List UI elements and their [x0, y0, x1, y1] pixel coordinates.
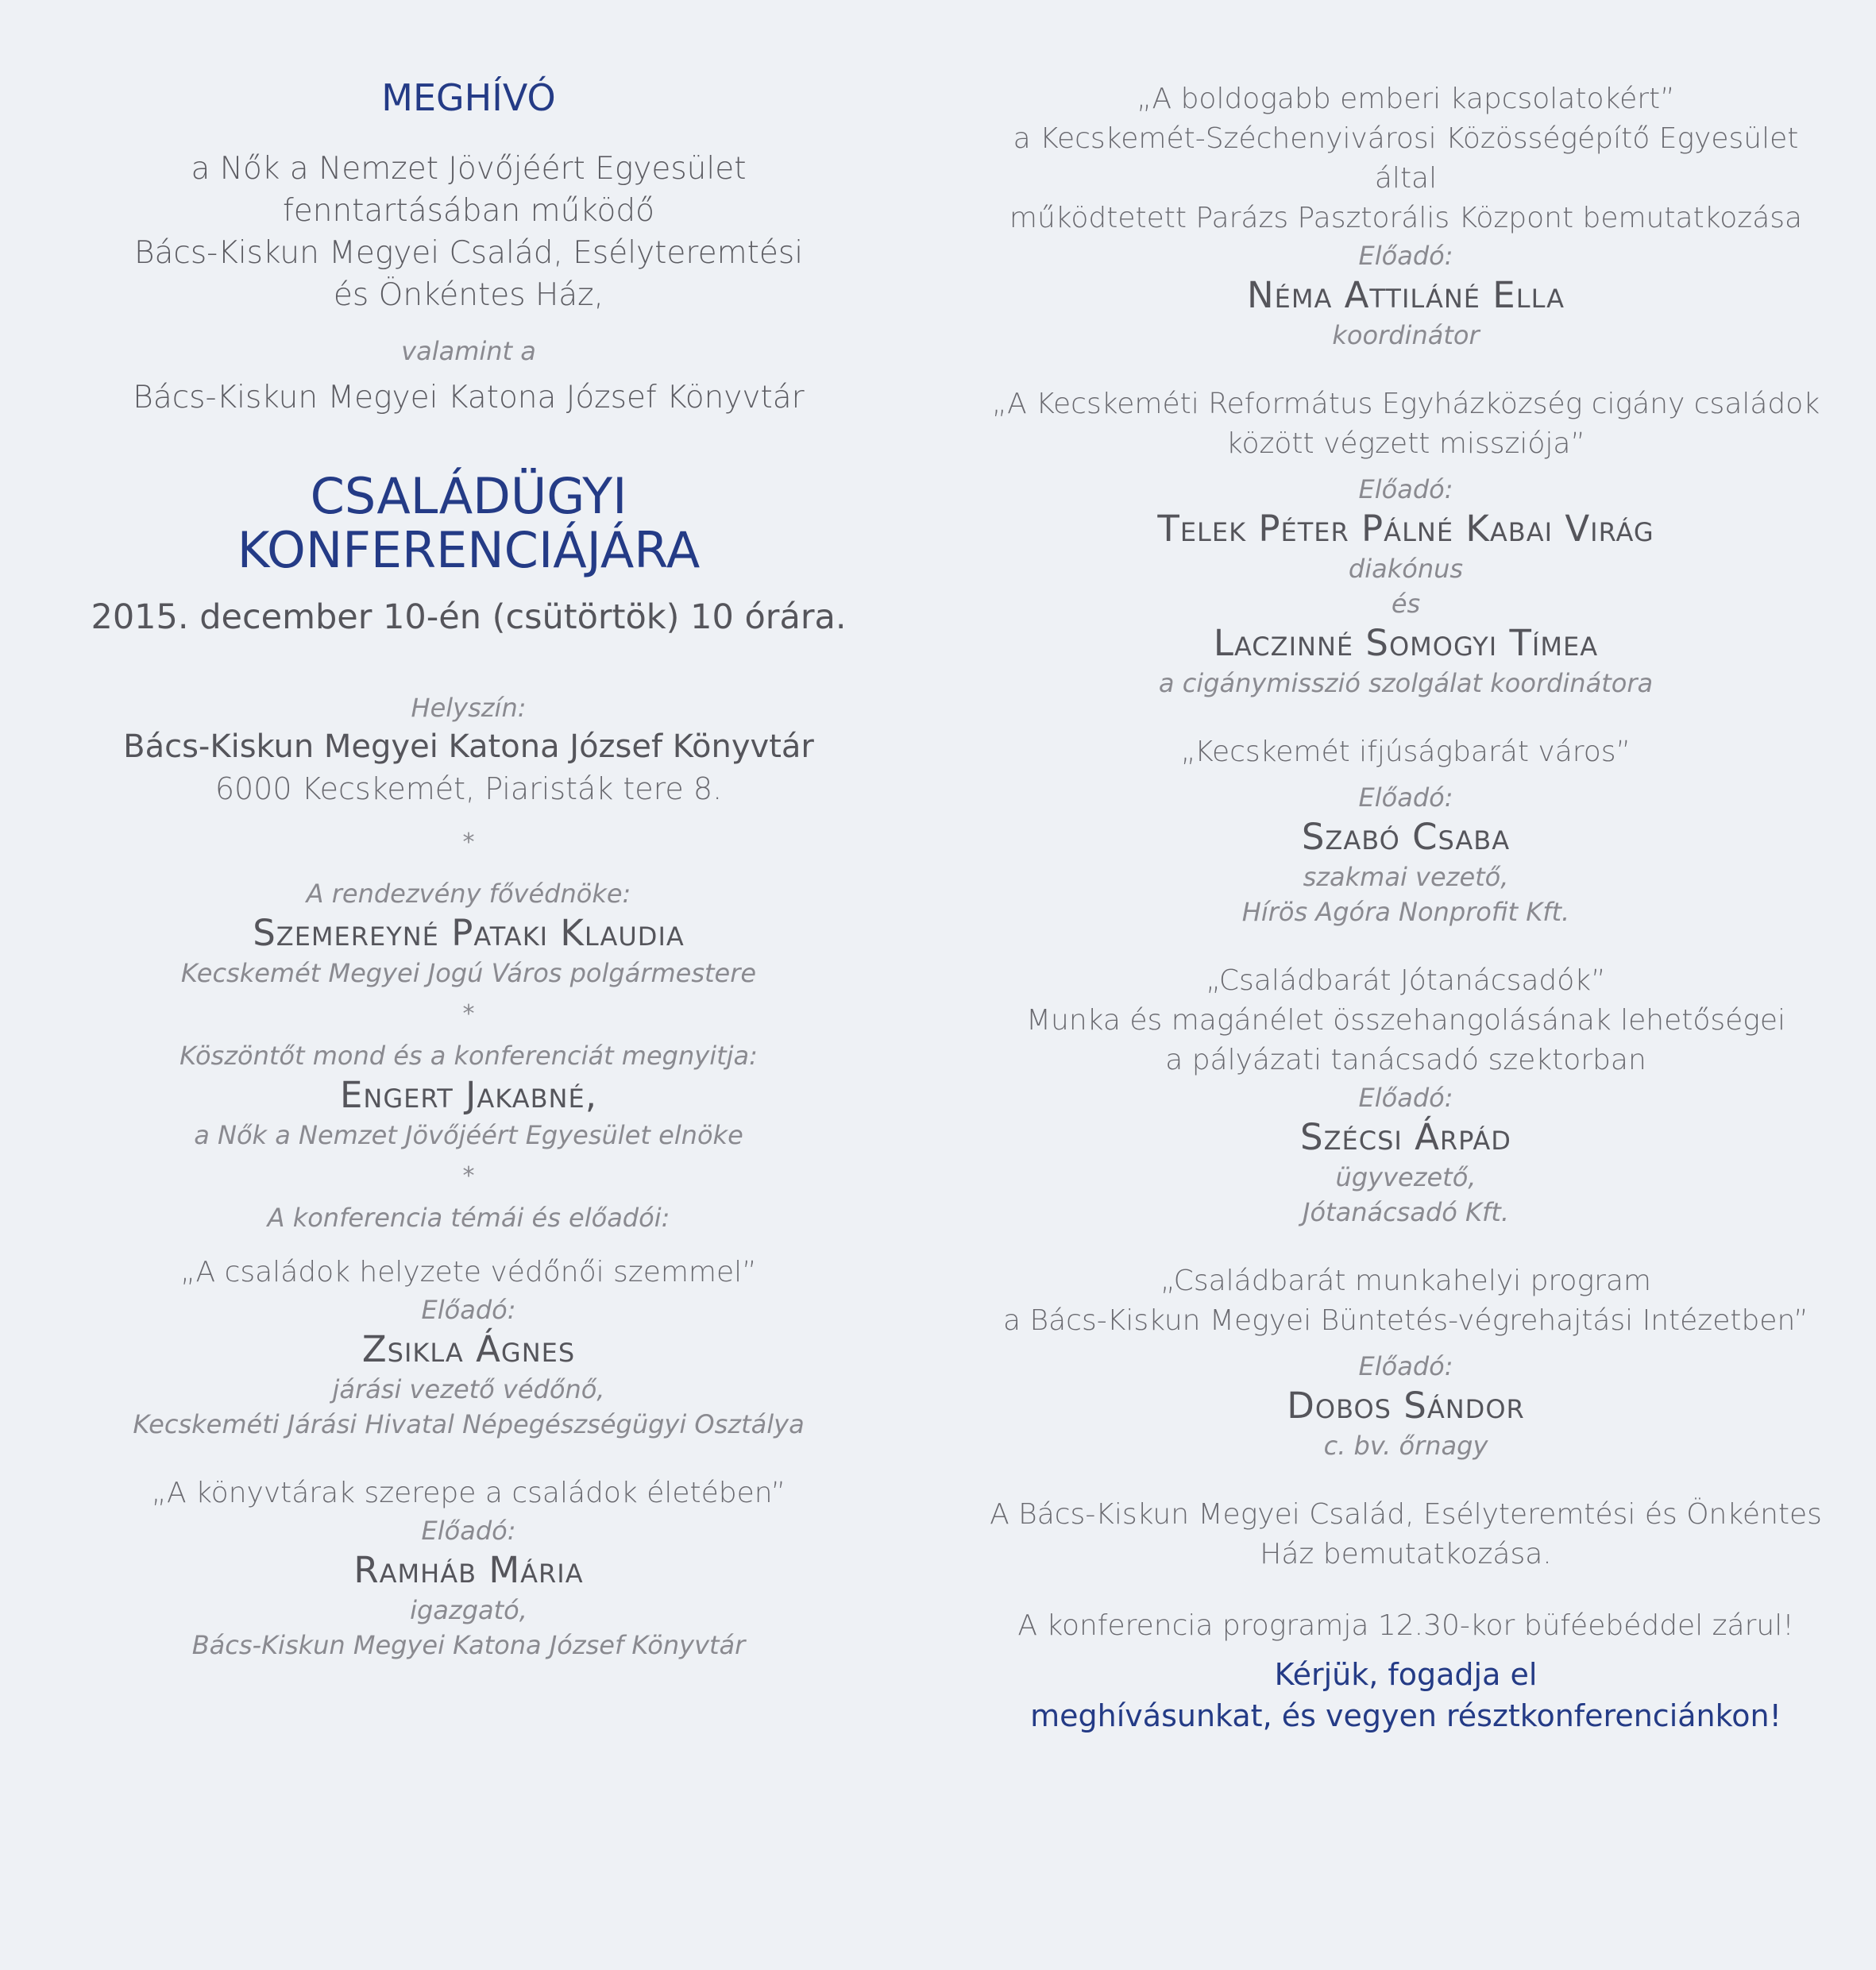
closing-line: meghívásunkat, és vegyen résztkonferenciánkon! [1030, 1698, 1781, 1733]
presenter-label: Előadó: [1358, 1083, 1453, 1113]
organizer-intro [64, 148, 874, 316]
presenter-label: Előadó: [1358, 782, 1453, 813]
house-line: A Bács-Kiskun Megyei Család, Esélyteremtési és Önkéntes [990, 1498, 1822, 1531]
presenter-role: járási vezető védőnő, [332, 1374, 605, 1404]
house-presentation [985, 1495, 1827, 1574]
opening-role: a Nők a Nemzet Jövőjéért Egyesület elnöke [194, 1120, 743, 1150]
presenter-label: Előadó: [1358, 241, 1453, 271]
talk-topic: a Kecskemét-Széchenyivárosi Közösségépítő Egyesület által [1013, 122, 1799, 195]
presenter-label: Előadó: [421, 1295, 516, 1325]
invitation-heading: MEGHÍVÓ [381, 76, 556, 119]
talk-topic: „A boldogabb emberi kapcsolatokért” [1137, 83, 1675, 115]
opening-label: Köszöntőt mond és a konferenciát megnyitja: [179, 1041, 758, 1071]
presenter-name: Laczinné Somogyi Tímea [1213, 622, 1599, 664]
program-end-note: A konferencia programja 12.30-kor büféebéddel zárul! [1017, 1609, 1794, 1642]
presenter-role: szakmai vezető, [1303, 862, 1509, 892]
talk-topic: „A családok helyzete védőnői szemmel” [180, 1256, 757, 1288]
venue-address: 6000 Kecskemét, Piaristák tere 8. [214, 771, 723, 806]
valamint-label: valamint a [401, 336, 536, 366]
patron-name: Szemereyné Pataki Klaudia [253, 912, 685, 954]
closing-line: Kérjük, fogadja el [1274, 1657, 1538, 1692]
talk-topic: „A Kecskeméti Református Egyházközség cigány családok [991, 388, 1820, 420]
closing-message [985, 1654, 1827, 1736]
opening-name: Engert Jakabné, [339, 1074, 598, 1116]
library-name: Bács-Kiskun Megyei Katona József Könyvtár [133, 380, 805, 415]
title-line: CSALÁDÜGYI [310, 467, 627, 525]
talk-topic: a pályázati tanácsadó szektorban [1165, 1044, 1646, 1076]
talk-block [64, 1474, 874, 1663]
presenter-name: Ramháb Mária [353, 1549, 584, 1591]
and-label: és [1391, 589, 1421, 619]
presenter-name: Dobos Sándor [1287, 1385, 1525, 1427]
topics-label: A konferencia témái és előadói: [267, 1203, 670, 1233]
talk-block [985, 961, 1827, 1230]
talk-topic: „Kecskemét ifjúságbarát város” [1180, 736, 1631, 768]
intro-line: fenntartásában működő [283, 193, 654, 229]
separator-star: * [462, 1000, 475, 1028]
patron-role: Kecskemét Megyei Jogú Város polgármestere [180, 958, 757, 988]
separator-star: * [462, 829, 475, 856]
presenter-label: Előadó: [1358, 1351, 1453, 1381]
conference-title [64, 469, 874, 577]
presenter-role: diakónus [1348, 554, 1464, 584]
conference-date: 2015. december 10-én (csütörtök) 10 órára. [91, 597, 847, 637]
presenter-role: c. bv. őrnagy [1323, 1431, 1488, 1461]
presenter-name: Néma Attiláné Ella [1246, 274, 1565, 316]
presenter-role: ügyvezető, [1335, 1162, 1476, 1192]
left-column [64, 76, 874, 1663]
intro-line: és Önkéntes Ház, [333, 277, 604, 313]
venue-name: Bács-Kiskun Megyei Katona József Könyvtár [123, 728, 814, 765]
presenter-role: koordinátor [1332, 320, 1480, 350]
right-column [985, 79, 1827, 1736]
separator-star: * [462, 1162, 475, 1190]
venue-label: Helyszín: [411, 693, 527, 723]
presenter-name: Szécsi Árpád [1300, 1116, 1511, 1158]
talk-topic: „Családbarát munkahelyi program [1160, 1265, 1651, 1297]
presenter-label: Előadó: [421, 1516, 516, 1546]
talk-block [985, 732, 1827, 929]
intro-line: Bács-Kiskun Megyei Család, Esélyteremtési [133, 235, 804, 271]
presenter-label: Előadó: [1358, 474, 1453, 504]
talk-block [985, 1261, 1827, 1463]
talk-block [64, 1253, 874, 1442]
title-line: KONFERENCIÁJÁRA [237, 521, 701, 579]
presenter-role: Bács-Kiskun Megyei Katona József Könyvtár [191, 1630, 746, 1660]
presenter-name: Telek Péter Pálné Kabai Virág [1157, 508, 1654, 550]
presenter-role: Kecskeméti Járási Hivatal Népegészségügyi Osztálya [133, 1409, 805, 1439]
presenter-name: Szabó Csaba [1301, 816, 1511, 858]
presenter-name: Zsikla Ágnes [361, 1328, 576, 1370]
talk-block [985, 79, 1827, 353]
presenter-role: a cigánymisszió szolgálat koordinátora [1158, 668, 1654, 698]
talk-topic: Munka és magánélet összehangolásának lehetőségei [1025, 1004, 1786, 1037]
talk-topic: működtetett Parázs Pasztorális Központ bemutatkozása [1009, 202, 1803, 234]
talk-topic: a Bács-Kiskun Megyei Büntetés-végrehajtási Intézetben” [1003, 1304, 1808, 1337]
patron-label: A rendezvény fővédnöke: [306, 879, 631, 909]
house-line: Ház bemutatkozása. [1260, 1538, 1552, 1570]
intro-line: a Nők a Nemzet Jövőjéért Egyesület [191, 151, 747, 187]
talk-block [985, 384, 1827, 701]
presenter-role: Hírös Agóra Nonprofit Kft. [1241, 897, 1570, 927]
presenter-role: Jótanácsadó Kft. [1303, 1197, 1509, 1227]
talk-topic: között végzett missziója” [1226, 427, 1586, 460]
presenter-role: igazgató, [410, 1595, 527, 1625]
talk-topic: „A könyvtárak szerepe a családok életében” [151, 1477, 786, 1509]
talk-topic: „Családbarát Jótanácsadók” [1206, 964, 1606, 997]
